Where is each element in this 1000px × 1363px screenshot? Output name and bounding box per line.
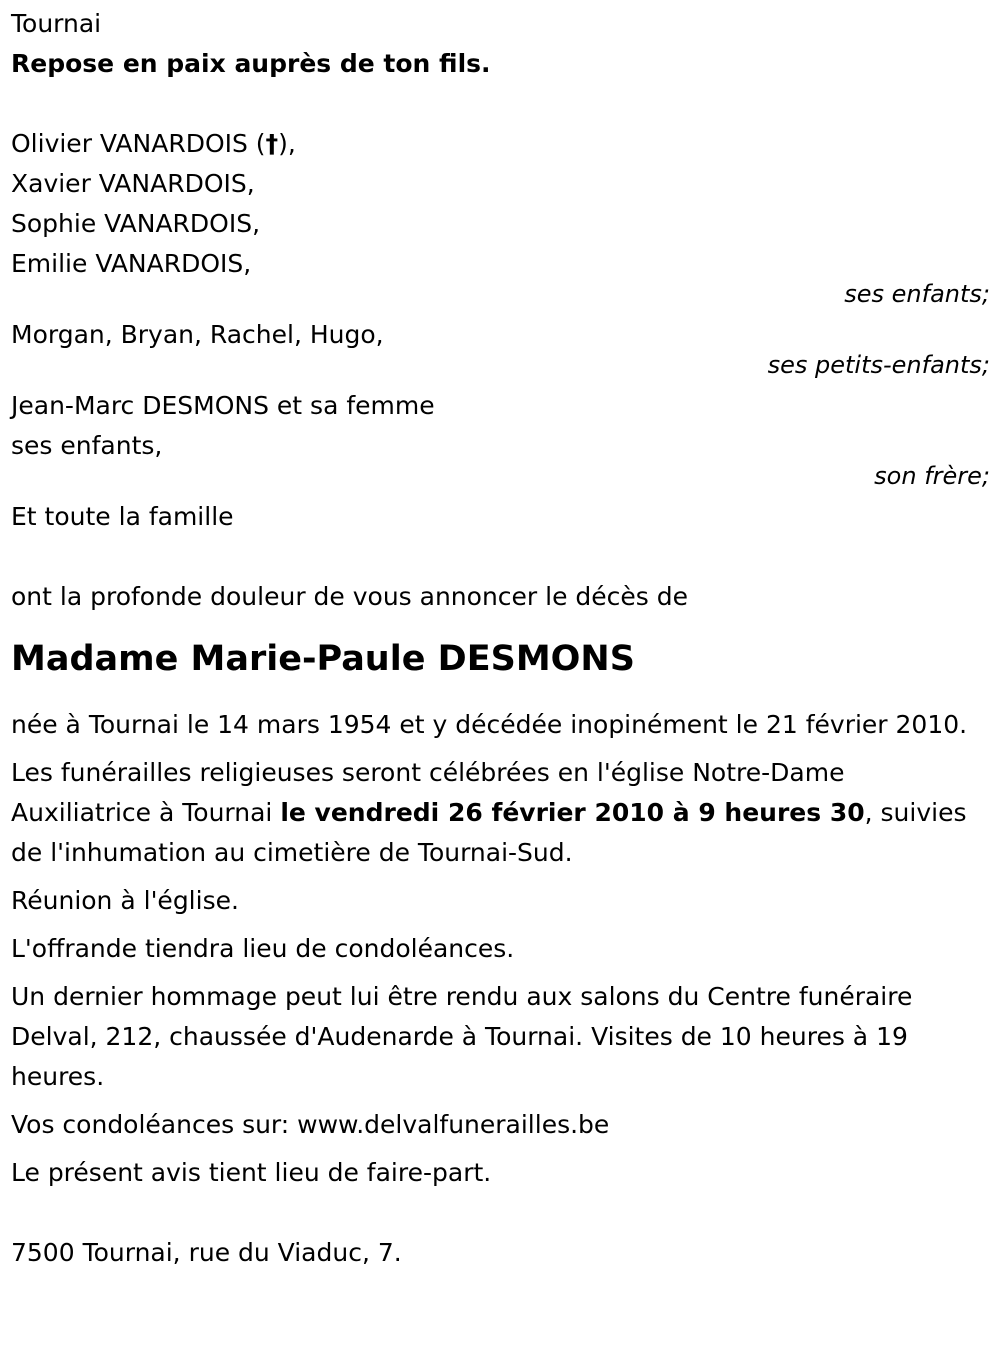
brother-name: Jean-Marc DESMONS et sa femme <box>11 391 435 420</box>
deceased-name: Madame Marie-Paule DESMONS <box>11 639 635 679</box>
children-block <box>11 124 990 307</box>
brother-role: son frère; <box>874 462 990 490</box>
condolences-info: Vos condoléances sur: www.delvalfunerailles.be <box>11 1110 610 1139</box>
whole-family: Et toute la famille <box>11 502 234 531</box>
birth-death-info: née à Tournai le 14 mars 1954 et y décédée inopinément le 21 février 2010. <box>11 710 968 739</box>
notice-info: Le présent avis tient lieu de faire-part. <box>11 1158 492 1187</box>
family-address: 7500 Tournai, rue du Viaduc, 7. <box>11 1238 402 1267</box>
brother-family: ses enfants, <box>11 431 163 460</box>
child-name: Xavier VANARDOIS, <box>11 169 255 198</box>
grandchildren-block <box>11 315 990 378</box>
announcement: ont la profonde douleur de vous annoncer le décès de <box>11 582 689 611</box>
children-role: ses enfants; <box>844 280 990 308</box>
grandchildren-role: ses petits-enfants; <box>767 351 990 379</box>
brother-block <box>11 386 990 489</box>
obituary-notice <box>11 4 990 1273</box>
epitaph: Repose en paix auprès de ton fils. <box>11 49 491 78</box>
grandchildren-names: Morgan, Bryan, Rachel, Hugo, <box>11 320 384 349</box>
deceased-cross-icon: † <box>265 129 279 158</box>
offering-info: L'offrande tiendra lieu de condoléances. <box>11 934 515 963</box>
city-heading: Tournai <box>11 9 102 38</box>
child-name: Sophie VANARDOIS, <box>11 209 261 238</box>
funeral-date: le vendredi 26 février 2010 à 9 heures 30 <box>280 798 865 827</box>
funeral-info: Les funérailles religieuses seront célébrées en l'église Notre-Dame Auxiliatrice à Tournai le vendredi 26 février 2010 à 9 heures 30, suivies de l'inhumation au cimetière de Tournai-Sud. <box>11 758 967 867</box>
child-name: Olivier VANARDOIS (†), <box>11 129 296 158</box>
meeting-info: Réunion à l'église. <box>11 886 239 915</box>
tribute-info: Un dernier hommage peut lui être rendu aux salons du Centre funéraire Delval, 212, chaussée d'Audenarde à Tournai. Visites de 10 heures à 19 heures. <box>11 982 913 1091</box>
child-name: Emilie VANARDOIS, <box>11 249 252 278</box>
